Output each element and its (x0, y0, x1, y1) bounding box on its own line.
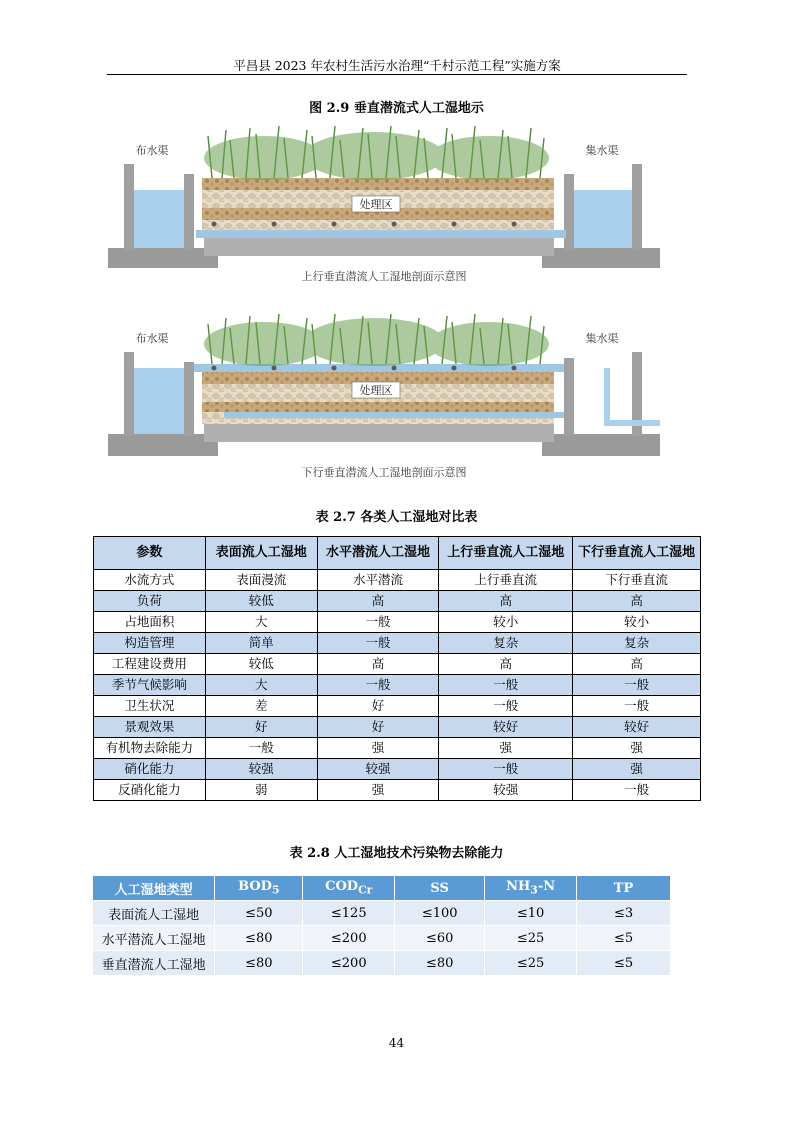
pollutant-removal-table (93, 876, 671, 975)
cell: 较低 (205, 591, 317, 612)
cell: 差 (205, 696, 317, 717)
table-row (94, 780, 701, 801)
table-row (94, 696, 701, 717)
header-cell: 参数 (94, 537, 206, 570)
downward-flow-diagram (104, 312, 664, 484)
table-header-row (94, 537, 701, 570)
cell: 占地面积 (94, 612, 206, 633)
cell: ≤60 (395, 926, 485, 951)
table-row (94, 717, 701, 738)
left-channel-label: 布水渠 (135, 144, 169, 157)
nh-suffix: -N (537, 879, 556, 895)
cell: 高 (317, 654, 439, 675)
table-row (94, 633, 701, 654)
cell: ≤80 (395, 951, 485, 976)
cell: 工程建设费用 (94, 654, 206, 675)
cell: ≤200 (303, 926, 395, 951)
header-cell: 表面流人工湿地 (205, 537, 317, 570)
cell: 高 (439, 591, 573, 612)
zone-label: 处理区 (359, 384, 393, 397)
table-row (94, 759, 701, 780)
cell: 较低 (205, 654, 317, 675)
cell: 水平潜流人工湿地 (93, 926, 215, 951)
cell: 弱 (205, 780, 317, 801)
cell: 有机物去除能力 (94, 738, 206, 759)
cell: ≤50 (215, 901, 303, 926)
cell: 一般 (317, 633, 439, 654)
cell: 一般 (317, 612, 439, 633)
cell: ≤10 (485, 901, 577, 926)
header-cell-nh (485, 876, 577, 901)
nh-subscript: 3 (530, 883, 538, 897)
cell: 水流方式 (94, 570, 206, 591)
cell: 好 (317, 717, 439, 738)
cell: 复杂 (439, 633, 573, 654)
table-row (94, 738, 701, 759)
cell: 好 (205, 717, 317, 738)
cell: 水平潜流 (317, 570, 439, 591)
cell: ≤3 (577, 901, 671, 926)
bod-label: BOD (238, 879, 272, 895)
table-row (93, 926, 671, 951)
cell: ≤80 (215, 926, 303, 951)
cell: 高 (573, 591, 701, 612)
diagram-title: 下行垂直潜流人工湿地剖面示意图 (301, 466, 467, 479)
cell: 简单 (205, 633, 317, 654)
cell: 景观效果 (94, 717, 206, 738)
cell: ≤25 (485, 926, 577, 951)
header-cell: 人工湿地类型 (93, 876, 215, 901)
table1-caption: 表 2.7 各类人工湿地对比表 (315, 510, 478, 525)
cell: ≤200 (303, 951, 395, 976)
figure-caption: 图 2.9 垂直潜流式人工湿地示 (309, 101, 484, 116)
cell: ≤5 (577, 926, 671, 951)
cell: 强 (573, 738, 701, 759)
cell: 复杂 (573, 633, 701, 654)
cell: 卫生状况 (94, 696, 206, 717)
header-cell: 下行垂直流人工湿地 (573, 537, 701, 570)
cell: 较好 (573, 717, 701, 738)
cell: ≤5 (577, 951, 671, 976)
cell: 强 (317, 738, 439, 759)
table-row (94, 570, 701, 591)
page-number: 44 (388, 1036, 405, 1050)
table-row (94, 612, 701, 633)
cell: 大 (205, 675, 317, 696)
cell: 下行垂直流 (573, 570, 701, 591)
upward-flow-diagram (104, 122, 664, 292)
wetland-comparison-table (93, 536, 701, 801)
cell: 一般 (573, 675, 701, 696)
table-row (94, 654, 701, 675)
left-channel-label: 布水渠 (135, 332, 169, 345)
cell: ≤25 (485, 951, 577, 976)
header-rule (107, 74, 687, 75)
cell: 一般 (439, 696, 573, 717)
cell: 高 (573, 654, 701, 675)
header-cell-bod (215, 876, 303, 901)
table2-caption: 表 2.8 人工湿地技术污染物去除能力 (289, 846, 504, 861)
cell: 强 (439, 738, 573, 759)
header-cell: TP (577, 876, 671, 901)
cell: 较强 (205, 759, 317, 780)
cell: 强 (573, 759, 701, 780)
cell: 一般 (573, 696, 701, 717)
nh-label: NH (506, 879, 531, 895)
cell: 较小 (439, 612, 573, 633)
cell: 一般 (439, 759, 573, 780)
cod-label: COD (325, 879, 359, 895)
page-header: 平昌县 2023 年农村生活污水治理“千村示范工程”实施方案 (233, 58, 561, 73)
cell: 构造管理 (94, 633, 206, 654)
right-channel-label: 集水渠 (585, 332, 619, 345)
zone-label: 处理区 (359, 198, 393, 211)
cell: 表面漫流 (205, 570, 317, 591)
cell: 上行垂直流 (439, 570, 573, 591)
cell: 较强 (317, 759, 439, 780)
cell: 一般 (205, 738, 317, 759)
header-cell: SS (395, 876, 485, 901)
cell: 好 (317, 696, 439, 717)
header-cell: 上行垂直流人工湿地 (439, 537, 573, 570)
table-row (93, 951, 671, 976)
cell: 较好 (439, 717, 573, 738)
cell: ≤80 (215, 951, 303, 976)
table-row (94, 675, 701, 696)
cell: 较强 (439, 780, 573, 801)
cell: 较小 (573, 612, 701, 633)
cell: 高 (317, 591, 439, 612)
cell: 一般 (317, 675, 439, 696)
cell: 表面流人工湿地 (93, 901, 215, 926)
table-row (94, 591, 701, 612)
cell: 垂直潜流人工湿地 (93, 951, 215, 976)
cell: 反硝化能力 (94, 780, 206, 801)
cell: ≤100 (395, 901, 485, 926)
table-row (93, 901, 671, 926)
header-cell-cod (303, 876, 395, 901)
cell: 强 (317, 780, 439, 801)
diagram-title: 上行垂直潜流人工湿地剖面示意图 (301, 270, 467, 283)
cell: ≤125 (303, 901, 395, 926)
cell: 一般 (573, 780, 701, 801)
cell: 季节气候影响 (94, 675, 206, 696)
cod-subscript: Cr (358, 883, 373, 897)
cell: 一般 (439, 675, 573, 696)
cell: 大 (205, 612, 317, 633)
cell: 硝化能力 (94, 759, 206, 780)
table-header-row (93, 876, 671, 901)
cell: 负荷 (94, 591, 206, 612)
header-cell: 水平潜流人工湿地 (317, 537, 439, 570)
bod-subscript: 5 (271, 883, 280, 897)
right-channel-label: 集水渠 (585, 144, 619, 157)
cell: 高 (439, 654, 573, 675)
